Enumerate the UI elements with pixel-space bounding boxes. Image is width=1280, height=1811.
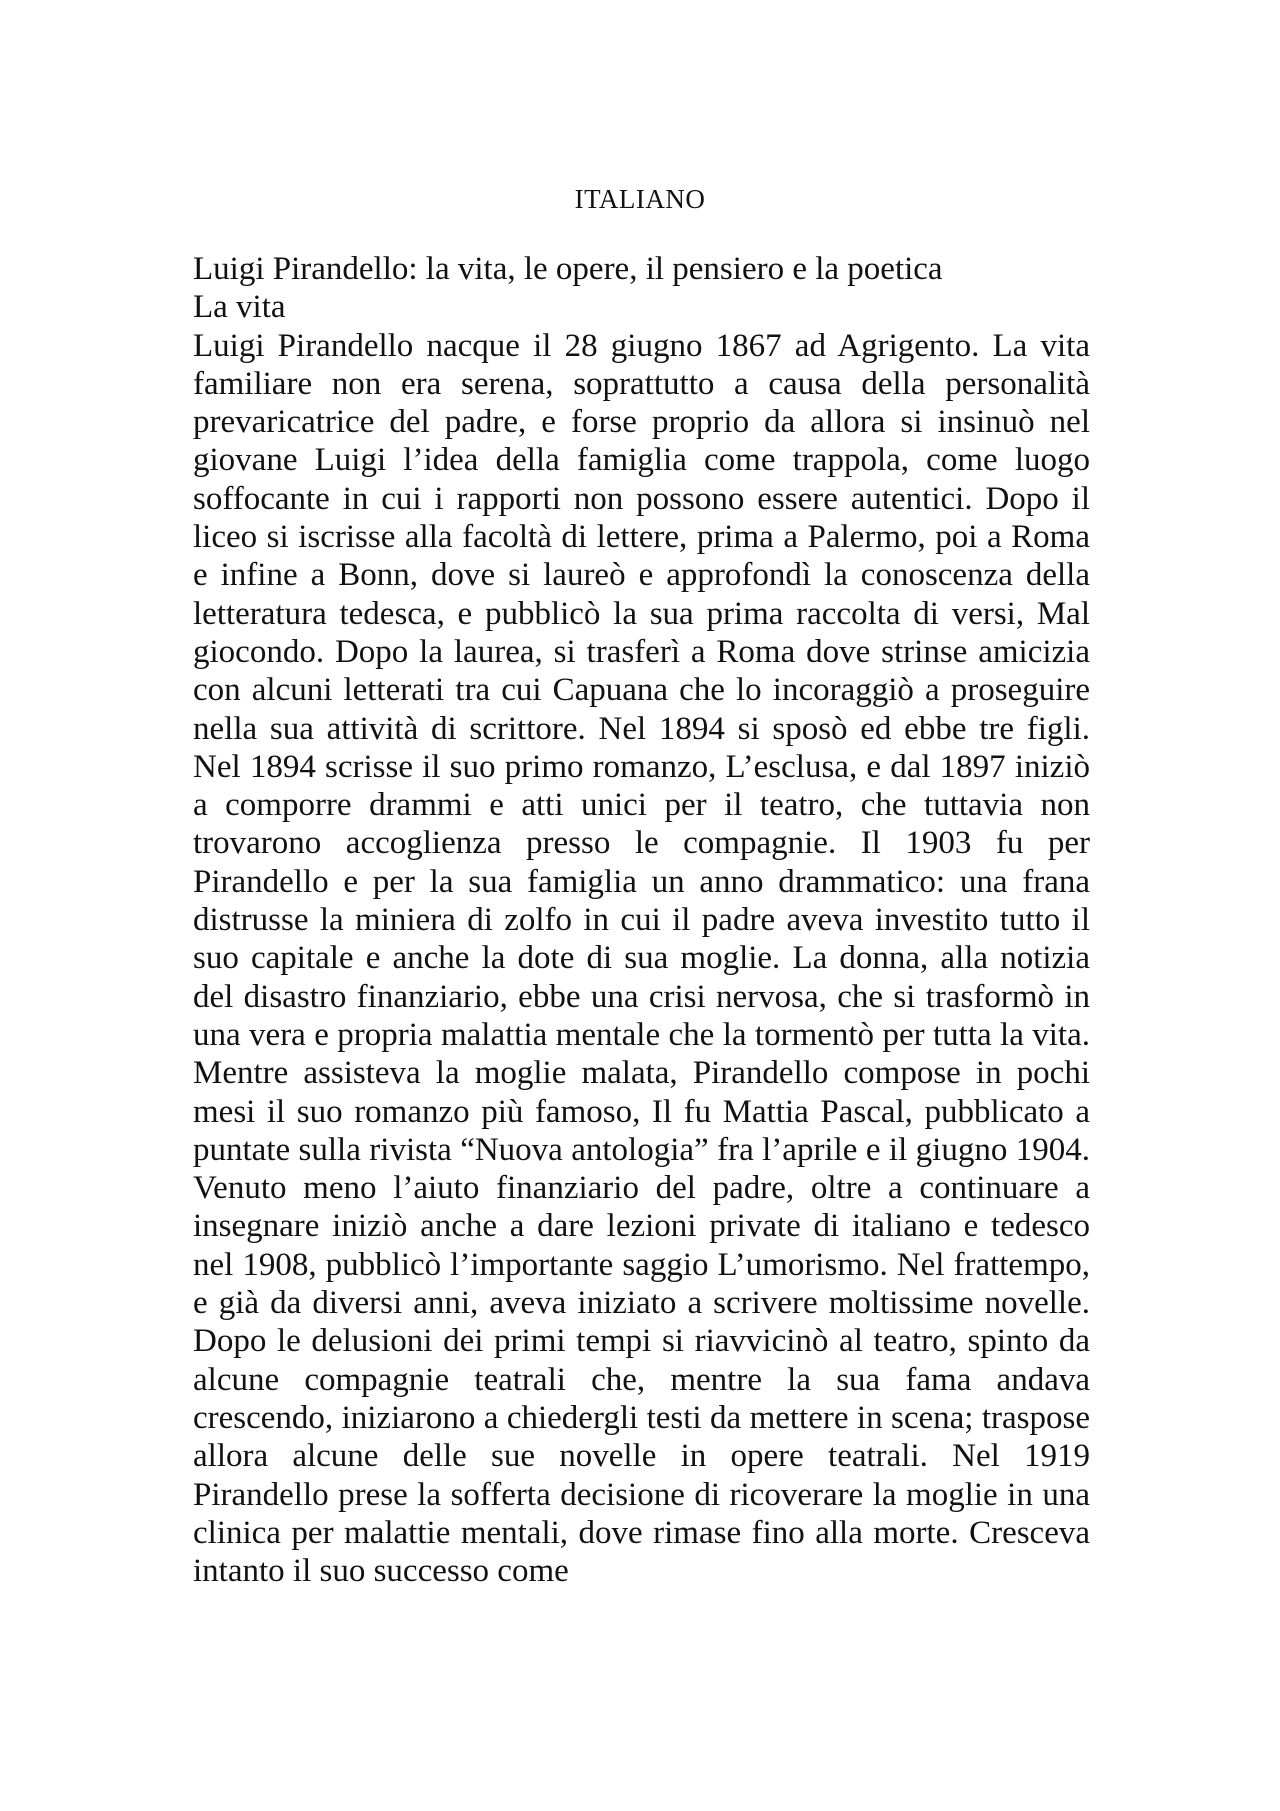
body-paragraph: Luigi Pirandello nacque il 28 giugno 1867 ad Agrigento. La vita familiare non era serena, soprattutto a causa della personalità prevaricatrice del padre, e forse proprio da allora si insinuò nel giovane Luigi l’idea della famiglia come trappola, come luogo soffocante in cui i rapporti non possono essere autentici. Dopo il liceo si iscrisse alla facoltà di lettere, prima a Palermo, poi a Roma e infine a Bonn, dove si laureò e approfondì la conoscenza della letteratura tedesca, e pubblicò la sua prima raccolta di versi, Mal giocondo. Dopo la laurea, si trasferì a Roma dove strinse amicizia con alcuni letterati tra cui Capuana che lo incoraggiò a proseguire nella sua attività di scrittore. Nel 1894 si sposò ed ebbe tre figli. Nel 1894 scrisse il suo primo romanzo, L’esclusa, e dal 1897 iniziò a comporre drammi e atti unici per il teatro, che tuttavia non trovarono accoglienza presso le compagnie. Il 1903 fu per Pirandello e per la sua famiglia un anno drammatico: una frana distrusse la miniera di zolfo in cui il padre aveva investito tutto il suo capitale e anche la dote di sua moglie. La donna, alla notizia del disastro finanziario, ebbe una crisi nervosa, che si trasformò in una vera e propria malattia mentale che la tormentò per tutta la vita. Mentre assisteva la moglie malata, Pirandello compose in pochi mesi il suo romanzo più famoso, Il fu Mattia Pascal, pubblicato a puntate sulla rivista “Nuova antologia” fra l’aprile e il giugno 1904. Venuto meno l’aiuto finanziario del padre, oltre a continuare a insegnare iniziò anche a dare lezioni private di italiano e tedesco nel 1908, pubblicò l’importante saggio L’umorismo. Nel frattempo, e già da diversi anni, aveva iniziato a scrivere moltissime novelle. Dopo le delusioni dei primi tempi si riavvicinò al teatro, spinto da alcune compagnie teatrali che, mentre la sua fama andava crescendo, iniziarono a chiedergli testi da mettere in scena; traspose allora alcune delle sue novelle in opere teatrali. Nel 1919 Pirandello prese la sofferta decisione di ricoverare la moglie in una clinica per malattie mentali, dove rimase fino alla morte. Cresceva intanto il suo successo come xyxy=(193,327,1090,1590)
document-title: Luigi Pirandello: la vita, le opere, il pensiero e la poetica xyxy=(193,251,943,287)
document-content xyxy=(193,250,1090,1590)
section-heading: La vita xyxy=(193,289,286,326)
page-header: ITALIANO xyxy=(574,184,706,214)
